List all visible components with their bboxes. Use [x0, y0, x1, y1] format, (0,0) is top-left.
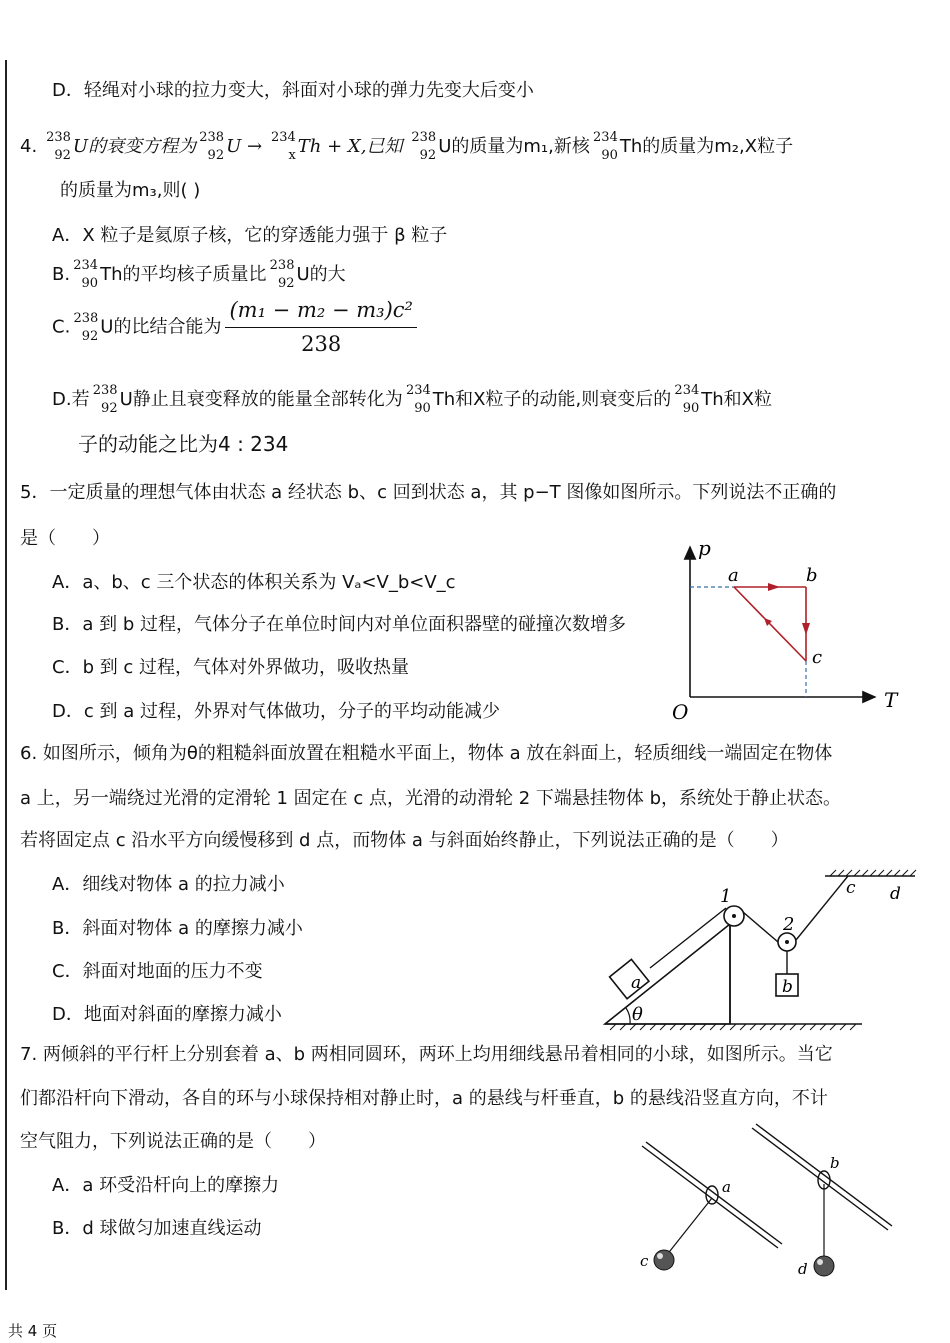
label-d: d — [798, 1260, 808, 1278]
isotope-u238: 238 92 — [92, 383, 118, 417]
ball-d — [814, 1256, 834, 1276]
pt-graph — [660, 535, 910, 725]
label-1: 1 — [720, 886, 732, 907]
q4-option-c: C. 238 92 U的比结合能为 $\frac{\text{(m₁ − m₂ − m₃)c²}}{238}$ — [52, 298, 417, 357]
q4-option-b: B. 234 90 Th的平均核子质量比 238 92 U的大 — [52, 258, 346, 292]
point-b-label: b — [806, 565, 818, 586]
q4-option-d-line2: 子的动能之比为4 : 234 — [78, 432, 289, 456]
binding-energy-fraction: $\frac{\text{(m₁ − m₂ − m₃)c²}}{238}$ — [225, 298, 416, 357]
pulley-incline-figure — [590, 862, 920, 1037]
isotope-th234: 234 90 — [73, 258, 99, 292]
ball-c — [654, 1250, 674, 1270]
q7-option-b: B．d 球做匀加速直线运动 — [52, 1218, 262, 1239]
rope-a-to-pulley1 — [650, 908, 726, 968]
q7-stem-line2: 们都沿杆向下滑动，各自的环与小球保持相对静止时，a 的悬线与杆垂直，b 的悬线沿竖直方向，不计 — [20, 1088, 828, 1109]
q7-stem-line1: 7. 两倾斜的平行杆上分别套着 a、b 两相同圆环，两环上均用细线悬吊着相同的小球，如图所示。当它 — [20, 1044, 833, 1065]
q5-option-c: C．b 到 c 过程，气体对外界做功，吸收热量 — [52, 657, 410, 678]
q6-option-c: C．斜面对地面的压力不变 — [52, 961, 263, 982]
margin-line — [5, 60, 7, 1290]
ground-hatch — [610, 1024, 856, 1030]
isotope-th234: 234 90 — [674, 383, 700, 417]
ceiling-hatch — [830, 870, 916, 876]
label-c: c — [846, 878, 856, 898]
q4-number: 4. — [20, 136, 38, 157]
q4-stem-line2: 的质量为m₃,则( ) — [60, 180, 201, 201]
rod-a-edge — [642, 1146, 778, 1248]
label-c: c — [640, 1252, 649, 1270]
q6-option-a: A．细线对物体 a 的拉力减小 — [52, 874, 285, 895]
q5-stem-line2: 是（ ） — [20, 528, 110, 549]
label-b: b — [782, 977, 793, 997]
origin-label: O — [672, 700, 689, 724]
q5-option-a: A．a、b、c 三个状态的体积关系为 Vₐ<V_b<V_c — [52, 572, 456, 593]
arrow-ab-icon — [768, 583, 780, 591]
q6-option-d: D．地面对斜面的摩擦力减小 — [52, 1004, 282, 1025]
q5-stem-line1: 5．一定质量的理想气体由状态 a 经状态 b、c 回到状态 a，其 p−T 图像如图所示。下列说法不正确的 — [20, 482, 837, 503]
isotope-th234x: 234 x — [270, 130, 296, 164]
rope-pulley1-to-pulley2 — [743, 912, 778, 942]
q5-option-d: D．c 到 a 过程，外界对气体做功，分子的平均动能减少 — [52, 701, 500, 722]
page-footer: 共 4 页 — [8, 1322, 58, 1340]
q6-stem-line1: 6. 如图所示，倾角为θ的粗糙斜面放置在粗糙水平面上，物体 a 放在斜面上，轻质细线一端固定在物体 — [20, 743, 833, 764]
isotope-u238: 238 92 — [73, 310, 99, 345]
q6-option-b: B．斜面对物体 a 的摩擦力减小 — [52, 918, 303, 939]
point-a-label: a — [728, 565, 739, 586]
label-2: 2 — [783, 914, 795, 935]
label-a: a — [722, 1178, 731, 1196]
q5-option-b: B．a 到 b 过程，气体分子在单位时间内对单位面积器壁的碰撞次数增多 — [52, 614, 626, 635]
q4-stem-line1: 4. 238 92 U的衰变方程为 238 92 U → 234 x Th + X,已知 238 92 U的质量为m₁,新核 234 90 Th的质量为m₂,X粒子 — [20, 130, 794, 164]
theta-arc — [626, 1008, 630, 1024]
isotope-u238: 238 92 — [411, 130, 437, 164]
string-a — [666, 1198, 712, 1256]
isotope-u238: 238 92 — [46, 130, 71, 164]
q4-option-d: D.若 238 92 U静止且衰变释放的能量全部转化为 234 90 Th和X粒子的动能,则衰变后的 234 90 Th和X粒 — [52, 383, 772, 417]
q7-option-a: A．a 环受沿杆向上的摩擦力 — [52, 1175, 280, 1196]
isotope-u238: 238 92 — [199, 130, 225, 164]
isotope-u238: 238 92 — [269, 258, 295, 292]
rings-on-rods-figure — [630, 1118, 910, 1288]
point-c-label: c — [812, 647, 823, 668]
q4-option-a: A．X 粒子是氦原子核，它的穿透能力强于 β 粒子 — [52, 225, 448, 246]
q6-stem-line2: a 上，另一端绕过光滑的定滑轮 1 固定在 c 点，光滑的动滑轮 2 下端悬挂物体 b，系统处于静止状态。 — [20, 788, 842, 809]
q7-stem-line3: 空气阻力，下列说法正确的是（ ） — [20, 1131, 326, 1152]
rope-pulley2-to-c — [796, 876, 848, 940]
q3-option-d: D．轻绳对小球的拉力变大，斜面对小球的弹力先变大后变小 — [52, 80, 534, 101]
p-axis-label: p — [698, 536, 711, 560]
arrow-bc-icon — [802, 623, 810, 635]
label-b: b — [830, 1154, 840, 1172]
isotope-th234: 234 90 — [405, 383, 431, 417]
label-a: a — [631, 973, 642, 993]
q6-stem-line3: 若将固定点 c 沿水平方向缓慢移到 d 点，而物体 a 与斜面始终静止，下列说法正确的是（ ） — [20, 830, 789, 851]
rod-b-edge — [752, 1128, 888, 1230]
t-axis-label: T — [884, 688, 898, 712]
isotope-th234: 234 90 — [593, 130, 618, 164]
label-d: d — [890, 884, 901, 904]
process-ca — [734, 587, 806, 661]
label-theta: θ — [632, 1004, 643, 1025]
